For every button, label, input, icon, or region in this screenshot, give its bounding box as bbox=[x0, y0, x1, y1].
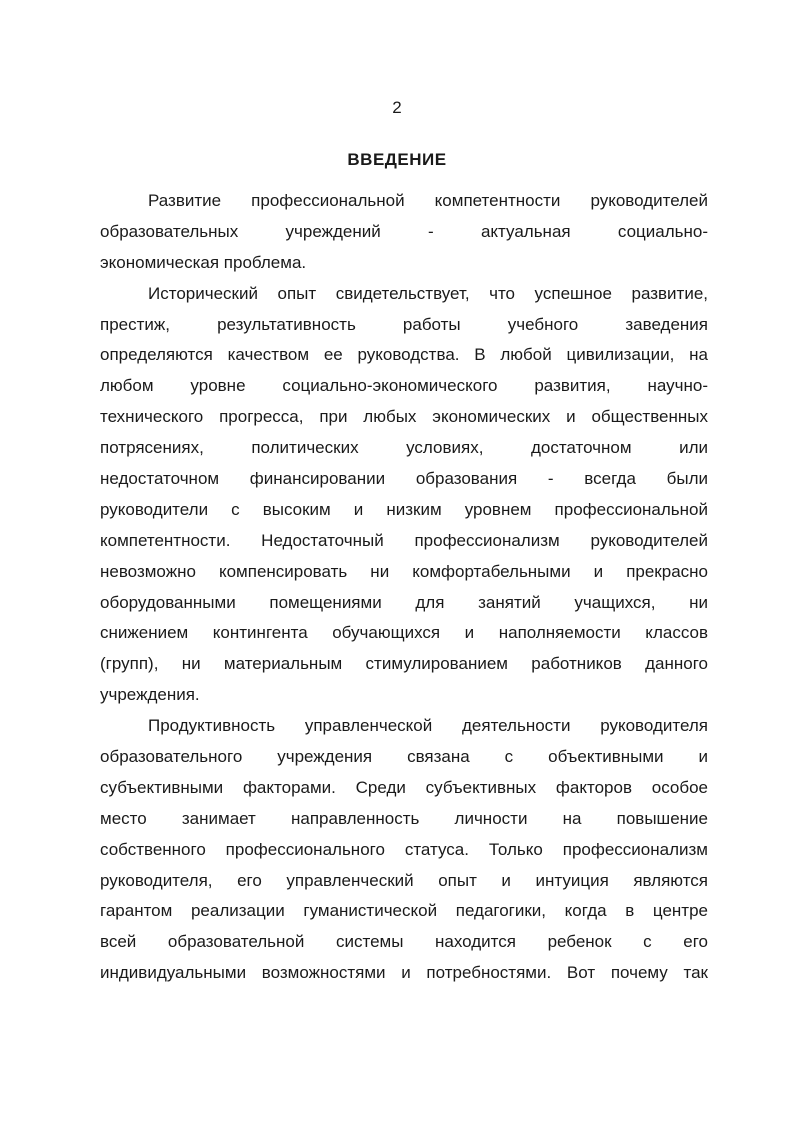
text-line: экономическая проблема. bbox=[100, 252, 307, 272]
text-line: Продуктивность управленческой деятельности руководителя bbox=[148, 716, 708, 736]
text-line: учреждения. bbox=[100, 685, 200, 705]
text-line: снижением контингента обучающихся и наполняемости классов bbox=[100, 623, 708, 643]
text-line: место занимает направленность личности на повышение bbox=[100, 808, 708, 828]
text-line: всей образовательной системы находится ребенок с его bbox=[100, 932, 708, 952]
text-line: руководителя, его управленческий опыт и интуиция являются bbox=[100, 870, 708, 890]
body-text bbox=[100, 186, 708, 989]
paragraph-3 bbox=[100, 711, 708, 989]
text-line: любом уровне социально-экономического развития, научно- bbox=[100, 376, 708, 396]
paragraph-1 bbox=[100, 186, 708, 279]
text-line: потрясениях, политических условиях, достаточном или bbox=[100, 438, 708, 458]
text-line: определяются качеством ее руководства. В любой цивилизации, на bbox=[100, 345, 708, 365]
text-line: невозможно компенсировать ни комфортабельными и прекрасно bbox=[100, 561, 708, 581]
text-line: субъективными факторами. Среди субъективных факторов особое bbox=[100, 777, 708, 797]
paragraph-2 bbox=[100, 279, 708, 711]
text-line: собственного профессионального статуса. Только профессионализм bbox=[100, 839, 708, 859]
text-line: компетентности. Недостаточный профессионализм руководителей bbox=[100, 530, 708, 550]
text-line: руководители с высоким и низким уровнем профессиональной bbox=[100, 499, 708, 519]
section-heading: ВВЕДЕНИЕ bbox=[347, 150, 447, 169]
text-line: образовательного учреждения связана с объективными и bbox=[100, 747, 708, 767]
text-line: оборудованными помещениями для занятий учащихся, ни bbox=[100, 592, 708, 612]
text-line: гарантом реализации гуманистической педагогики, когда в центре bbox=[100, 901, 708, 921]
text-line: индивидуальными возможностями и потребностями. Вот почему так bbox=[100, 963, 708, 983]
text-line: технического прогресса, при любых экономических и общественных bbox=[100, 407, 708, 427]
text-line: образовательных учреждений - актуальная социально- bbox=[100, 221, 708, 241]
page-number: 2 bbox=[392, 98, 402, 117]
text-line: Развитие профессиональной компетентности руководителей bbox=[148, 191, 708, 210]
text-line: (групп), ни материальным стимулированием работников данного bbox=[100, 654, 708, 674]
text-line: недостаточном финансировании образования - всегда были bbox=[100, 469, 708, 489]
text-line: престиж, результативность работы учебного заведения bbox=[100, 314, 708, 334]
text-line: Исторический опыт свидетельствует, что успешное развитие, bbox=[148, 283, 708, 303]
